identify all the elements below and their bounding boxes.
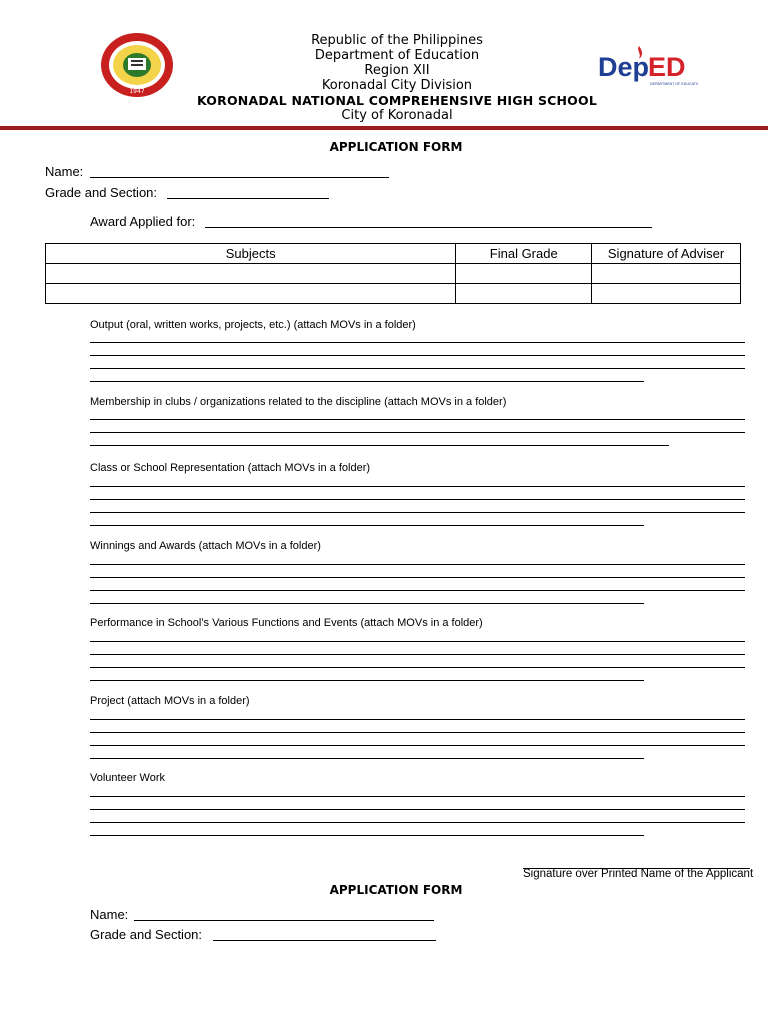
subject-cell[interactable] — [46, 284, 456, 304]
writing-line[interactable] — [90, 745, 745, 746]
subjects-header: Subjects — [46, 244, 456, 264]
deped-logo-dep: Dep — [598, 52, 650, 82]
name-label: Name: — [45, 164, 84, 179]
grade-section-field[interactable] — [167, 198, 329, 199]
section-representation-label: Class or School Representation (attach MOVs in a folder) — [90, 462, 371, 474]
deped-logo-subtext: DEPARTMENT OF EDUCATION — [650, 82, 698, 86]
writing-line[interactable] — [90, 419, 745, 420]
section-performance-label: Performance in School’s Various Functions and Events (attach MOVs in a folder) — [90, 617, 483, 629]
form2-grade-section-label: Grade and Section: — [90, 927, 203, 942]
writing-line[interactable] — [90, 719, 745, 720]
section-membership-label: Membership in clubs / organizations related to the discipline (attach MOVs in a folder) — [90, 396, 507, 408]
form-title: APPLICATION FORM — [329, 140, 463, 154]
writing-line[interactable] — [90, 564, 745, 565]
writing-line[interactable] — [90, 577, 745, 578]
writing-line[interactable] — [90, 381, 644, 382]
section-volunteer-label: Volunteer Work — [90, 772, 166, 784]
writing-line[interactable] — [90, 445, 669, 446]
grades-table — [45, 243, 741, 304]
writing-line[interactable] — [90, 342, 745, 343]
header-red-rule — [0, 126, 768, 130]
writing-line[interactable] — [90, 590, 745, 591]
header-region: Region XII — [364, 63, 430, 78]
final-grade-cell[interactable] — [456, 284, 592, 304]
award-field[interactable] — [205, 227, 652, 228]
header-department: Department of Education — [314, 48, 480, 63]
adviser-signature-cell[interactable] — [592, 264, 741, 284]
writing-line[interactable] — [90, 641, 745, 642]
writing-line[interactable] — [90, 822, 745, 823]
writing-line[interactable] — [90, 654, 745, 655]
writing-line[interactable] — [90, 525, 644, 526]
writing-line[interactable] — [90, 796, 745, 797]
writing-line[interactable] — [90, 680, 644, 681]
grade-section-label: Grade and Section: — [45, 185, 158, 200]
final-grade-header: Final Grade — [456, 244, 592, 264]
form2-name-label: Name: — [90, 907, 129, 922]
table-row — [46, 284, 741, 304]
header-city: City of Koronadal — [341, 108, 453, 123]
final-grade-cell[interactable] — [456, 264, 592, 284]
grades-table-header-row — [46, 244, 741, 264]
table-row — [46, 264, 741, 284]
writing-line[interactable] — [90, 603, 644, 604]
writing-line[interactable] — [90, 486, 745, 487]
writing-line[interactable] — [90, 809, 745, 810]
writing-line[interactable] — [90, 732, 745, 733]
header-school-name: KORONADAL NATIONAL COMPREHENSIVE HIGH SCHOOL — [196, 93, 597, 108]
writing-line[interactable] — [90, 432, 745, 433]
award-label: Award Applied for: — [90, 214, 196, 229]
form2-grade-section-field[interactable] — [213, 940, 436, 941]
seal-year-text: 1947 — [129, 88, 145, 95]
writing-line[interactable] — [90, 667, 745, 668]
writing-line[interactable] — [90, 512, 745, 513]
section-project-label: Project (attach MOVs in a folder) — [90, 695, 250, 707]
header-republic: Republic of the Philippines — [311, 33, 483, 48]
writing-line[interactable] — [90, 368, 745, 369]
applicant-signature-label: Signature over Printed Name of the Applicant — [523, 868, 754, 880]
header-division: Koronadal City Division — [321, 78, 473, 93]
deped-logo-ed: ED — [648, 52, 686, 82]
section-winnings-label: Winnings and Awards (attach MOVs in a folder) — [90, 540, 321, 552]
writing-line[interactable] — [90, 835, 644, 836]
writing-line[interactable] — [90, 355, 745, 356]
writing-line[interactable] — [90, 758, 644, 759]
name-field[interactable] — [90, 177, 389, 178]
form2-name-field[interactable] — [134, 920, 434, 921]
writing-line[interactable] — [90, 499, 745, 500]
adviser-signature-cell[interactable] — [592, 284, 741, 304]
adviser-signature-header: Signature of Adviser — [592, 244, 741, 264]
form2-title: APPLICATION FORM — [329, 883, 463, 897]
section-output-label: Output (oral, written works, projects, etc.) (attach MOVs in a folder) — [90, 319, 416, 331]
subject-cell[interactable] — [46, 264, 456, 284]
